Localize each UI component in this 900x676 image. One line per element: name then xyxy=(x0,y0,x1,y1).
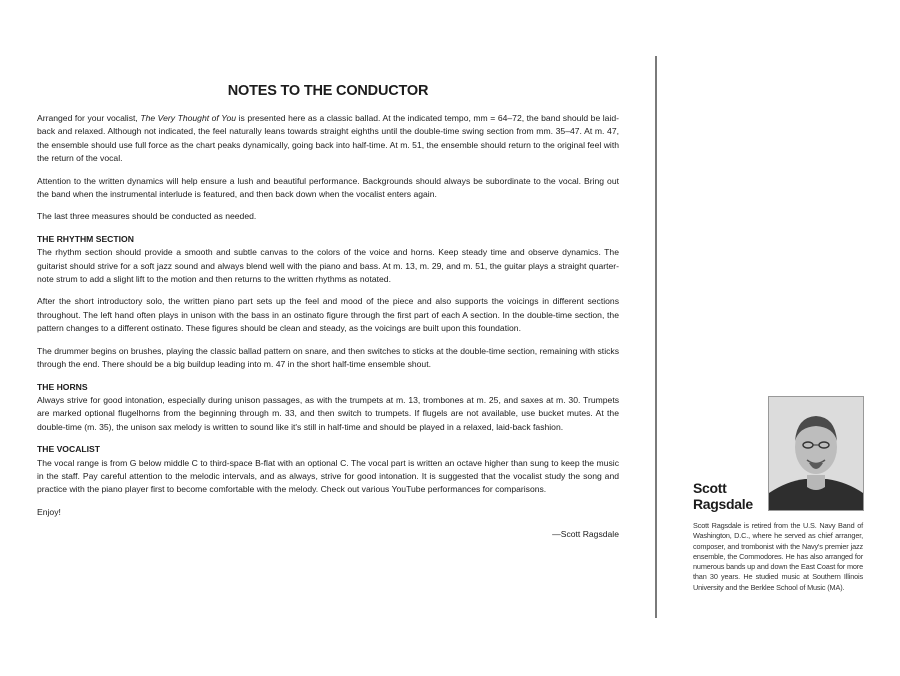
author-first-name: Scott xyxy=(693,480,727,496)
rhythm-paragraph-1: The rhythm section should provide a smooth and subtle canvas to the colors of the voice and horns. Keep steady time and observe dynamics. The guitarist should strive for a soft jazz sound and always blend well with the piano and bass. At m. 13, m. 29, and m. 51, the guitar plays a straight quarter-note strum to add a slight lift to the motion and then returns to the written rhythms as notated. xyxy=(37,247,619,285)
horns-heading: THE HORNS xyxy=(37,381,88,392)
intro-text-start: Arranged for your vocalist, xyxy=(37,113,141,123)
intro-paragraph-3: The last three measures should be conducted as needed. xyxy=(37,211,257,222)
column-divider xyxy=(655,56,657,618)
intro-paragraph-2: Attention to the written dynamics will help ensure a lush and beautiful performance. Backgrounds should always be subordinate to the vocal. Bring out the band when the instrumental interlude is featured, and then back down when the vocalist enters again. xyxy=(37,175,619,200)
author-name xyxy=(693,480,753,512)
horns-section xyxy=(37,381,619,435)
rhythm-heading: THE RHYTHM SECTION xyxy=(37,233,134,244)
intro-text-end: is presented here as a classic ballad. At the indicated tempo, mm = 64–72, the band should be laid-back and relaxed. Although not indicated, the feel naturally leans towards straight eighths until the double-time swing section from mm. 35–47. At m. 47, the ensemble should use full force as the chart peaks dynamically, going back into half-time. At m. 51, the ensemble should return to the original feel with the return of the vocal. xyxy=(37,113,620,164)
signature: —Scott Ragsdale xyxy=(552,529,619,540)
horns-paragraph: Always strive for good intonation, especially during unison passages, as with the trumpets at m. 13, trombones at m. 25, and saxes at m. 30. Trumpets are marked optional flugelhorns from the beginning through m. 33, and then switch to trumpets. If flugels are not available, use bucket mutes. At the double-time (m. 35), the unison sax melody is written to sound like it's still in half-time and should be played in a relaxed, laid-back fashion. xyxy=(37,394,619,432)
page-title: NOTES TO THE CONDUCTOR xyxy=(227,83,429,99)
vocalist-heading: THE VOCALIST xyxy=(37,444,101,455)
author-last-name: Ragsdale xyxy=(693,496,753,512)
vocalist-paragraph: The vocal range is from G below middle C to third-space B-flat with an optional C. The vocal part is written an octave higher than sung to keep the music in the staff. Pay careful attention to the melodic intervals, and as always, strive for good intonation. It is suggested that the vocalist study the song and practice with the piano player first to become comfortable with the melody. Check out various YouTube performances for comparisons. xyxy=(37,457,619,495)
song-title: The Very Thought of You xyxy=(140,113,237,123)
author-photo xyxy=(768,396,864,511)
rhythm-section xyxy=(37,233,619,372)
author-bio: Scott Ragsdale is retired from the U.S. Navy Band of Washington, D.C., where he served as chief arranger, composer, and trombonist with the Navy's premier jazz ensemble, the Commodores. He has also arranged for numerous bands up and down the East Coast for more than 30 years. He studied music at Southern Illinois University and the Berklee School of Music (MA). xyxy=(693,521,863,592)
author-portrait-image xyxy=(769,397,863,510)
closing-text: Enjoy! xyxy=(37,506,61,517)
intro-paragraph-1 xyxy=(37,112,619,166)
vocalist-section xyxy=(37,443,619,497)
rhythm-paragraph-2: After the short introductory solo, the written piano part sets up the feel and mood of the piece and also supports the voicings in different sections throughout. The left hand often plays in unison with the bass in an ostinato figure through the first part of each A section. In the double-time section, the pattern changes to a different ostinato. These figures should be clean and steady, as the voicings are built upon this foundation. xyxy=(37,296,619,334)
rhythm-paragraph-3: The drummer begins on brushes, playing the classic ballad pattern on snare, and then switches to sticks at the double-time section, remaining with sticks through the end. There should be a big buildup leading into m. 47 in the short half-time ensemble shout. xyxy=(37,345,619,370)
conductor-notes xyxy=(37,82,619,550)
